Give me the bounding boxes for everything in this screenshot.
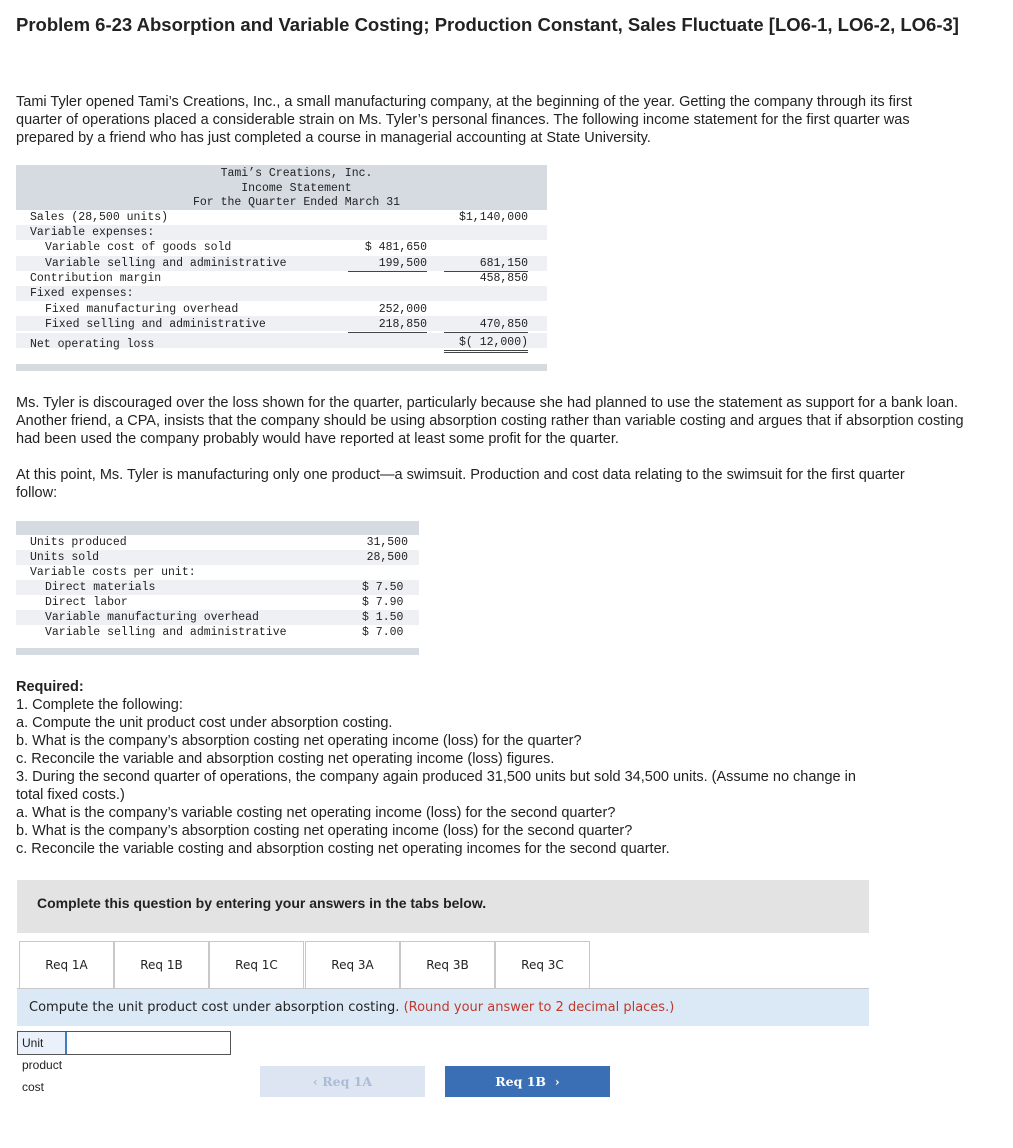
tab-req-1b[interactable]: Req 1B	[114, 941, 209, 989]
variable-sa-per-unit-label: Variable selling and administrative	[45, 626, 287, 639]
fixed-sa-label: Fixed selling and administrative	[45, 318, 266, 331]
variable-expenses-label: Variable expenses:	[30, 226, 155, 239]
tab-instruction	[17, 988, 869, 1026]
production-data-table	[16, 521, 419, 655]
vcogs-label: Variable cost of goods sold	[45, 241, 232, 254]
tab-req-3c[interactable]: Req 3C	[495, 941, 590, 989]
statement-period: For the Quarter Ended March 31	[192, 196, 401, 209]
variable-sa-amount: 199,500	[348, 256, 427, 272]
units-produced-label: Units produced	[30, 536, 127, 549]
units-sold-label: Units sold	[30, 551, 100, 564]
required-line: a. What is the company’s variable costing net operating income (loss) for the second quarter?	[16, 805, 616, 821]
fixed-mfg-overhead-amount: 252,000	[378, 303, 427, 316]
variable-costs-label: Variable costs per unit:	[30, 566, 196, 579]
income-statement-table	[16, 165, 547, 371]
required-line: b. What is the company’s absorption costing net operating income (loss) for the second quarter?	[16, 823, 633, 839]
prev-tab-button[interactable]	[260, 1066, 425, 1097]
required-line: c. Reconcile the variable costing and absorption costing net operating incomes for the second quarter.	[16, 841, 670, 857]
required-section	[16, 678, 966, 858]
next-tab-button[interactable]	[445, 1066, 610, 1097]
contribution-margin-label: Contribution margin	[30, 272, 162, 285]
intro-paragraph: Tami Tyler opened Tami’s Creations, Inc., a small manufacturing company, at the beginning of the year. Getting the company through its first quarter of operations placed a considerable strain on Ms. Tyler’s personal finances. The following income statement for the first quarter was prepared by a friend who has just completed a course in managerial accounting at State University.	[16, 94, 912, 146]
required-line: b. What is the company’s absorption costing net operating income (loss) for the quarter?	[16, 733, 582, 749]
unit-product-cost-input[interactable]	[67, 1032, 230, 1054]
net-operating-loss-total: $( 12,000)	[444, 335, 528, 353]
banner-text: Complete this question by entering your answers in the tabs below.	[37, 895, 487, 911]
fixed-sa-amount: 218,850	[348, 317, 427, 333]
second-paragraph: Ms. Tyler is discouraged over the loss shown for the quarter, particularly because she had planned to use the statement as support for a bank loan. Another friend, a CPA, insists that the company should be using absorption costing rather than variable costing and argues that if absorption costing had been used the company probably would have reported at least some profit for the quarter.	[16, 395, 964, 447]
required-line: c. Reconcile the variable and absorption costing net operating income (loss) figures.	[16, 751, 555, 767]
next-tab-label: Req 1B	[495, 1074, 546, 1089]
units-produced-value: 31,500	[366, 536, 408, 549]
unit-product-cost-row	[17, 1031, 231, 1094]
instructions-banner	[17, 880, 869, 933]
units-sold-value: 28,500	[366, 551, 408, 564]
required-line: 3. During the second quarter of operations, the company again produced 31,500 units but sold 34,500 units. (Assume no change in	[16, 769, 856, 785]
direct-materials-value: $ 7.50	[362, 581, 404, 594]
third-paragraph: At this point, Ms. Tyler is manufacturing only one product—a swimsuit. Production and cost data relating to the swimsuit for the first quarter follow:	[16, 467, 905, 501]
fixed-mfg-overhead-label: Fixed manufacturing overhead	[45, 303, 239, 316]
company-name: Tami’s Creations, Inc.	[220, 167, 373, 180]
tab-req-3a[interactable]: Req 3A	[305, 941, 400, 989]
required-heading: Required:	[16, 679, 84, 695]
sales-total: $1,140,000	[458, 211, 528, 224]
contribution-margin-total: 458,850	[479, 272, 528, 285]
variable-mfg-overhead-value: $ 1.50	[362, 611, 404, 624]
fixed-expenses-total: 470,850	[444, 317, 528, 333]
tab-req-1c[interactable]: Req 1C	[209, 941, 304, 989]
chevron-left-icon: ‹	[312, 1074, 318, 1089]
direct-materials-label: Direct materials	[45, 581, 156, 594]
vcogs-amount: $ 481,650	[364, 241, 427, 254]
required-line: a. Compute the unit product cost under absorption costing.	[16, 715, 393, 731]
statement-name: Income Statement	[241, 182, 352, 195]
direct-labor-label: Direct labor	[45, 596, 128, 609]
variable-mfg-overhead-label: Variable manufacturing overhead	[45, 611, 259, 624]
required-line: 1. Complete the following:	[16, 697, 183, 713]
instruction-text: Compute the unit product cost under absorption costing.	[29, 1000, 400, 1015]
variable-expenses-total: 681,150	[444, 256, 528, 272]
sales-label: Sales (28,500 units)	[30, 211, 169, 224]
required-line: total fixed costs.)	[16, 787, 125, 803]
variable-sa-per-unit-value: $ 7.00	[362, 626, 404, 639]
fixed-expenses-label: Fixed expenses:	[30, 287, 134, 300]
tab-req-1a[interactable]: Req 1A	[19, 941, 114, 989]
variable-sa-label: Variable selling and administrative	[45, 257, 287, 270]
chevron-right-icon: ›	[550, 1074, 560, 1089]
tab-req-3b[interactable]: Req 3B	[400, 941, 495, 989]
problem-title: Problem 6-23 Absorption and Variable Costing; Production Constant, Sales Fluctuate [LO6-1, LO6-2, LO6-3]	[16, 14, 959, 35]
rounding-note: (Round your answer to 2 decimal places.)	[403, 1000, 675, 1015]
direct-labor-value: $ 7.90	[362, 596, 404, 609]
unit-product-cost-label: Unit product cost	[18, 1032, 67, 1054]
net-operating-loss-label: Net operating loss	[30, 338, 155, 351]
prev-tab-label: Req 1A	[322, 1074, 373, 1089]
